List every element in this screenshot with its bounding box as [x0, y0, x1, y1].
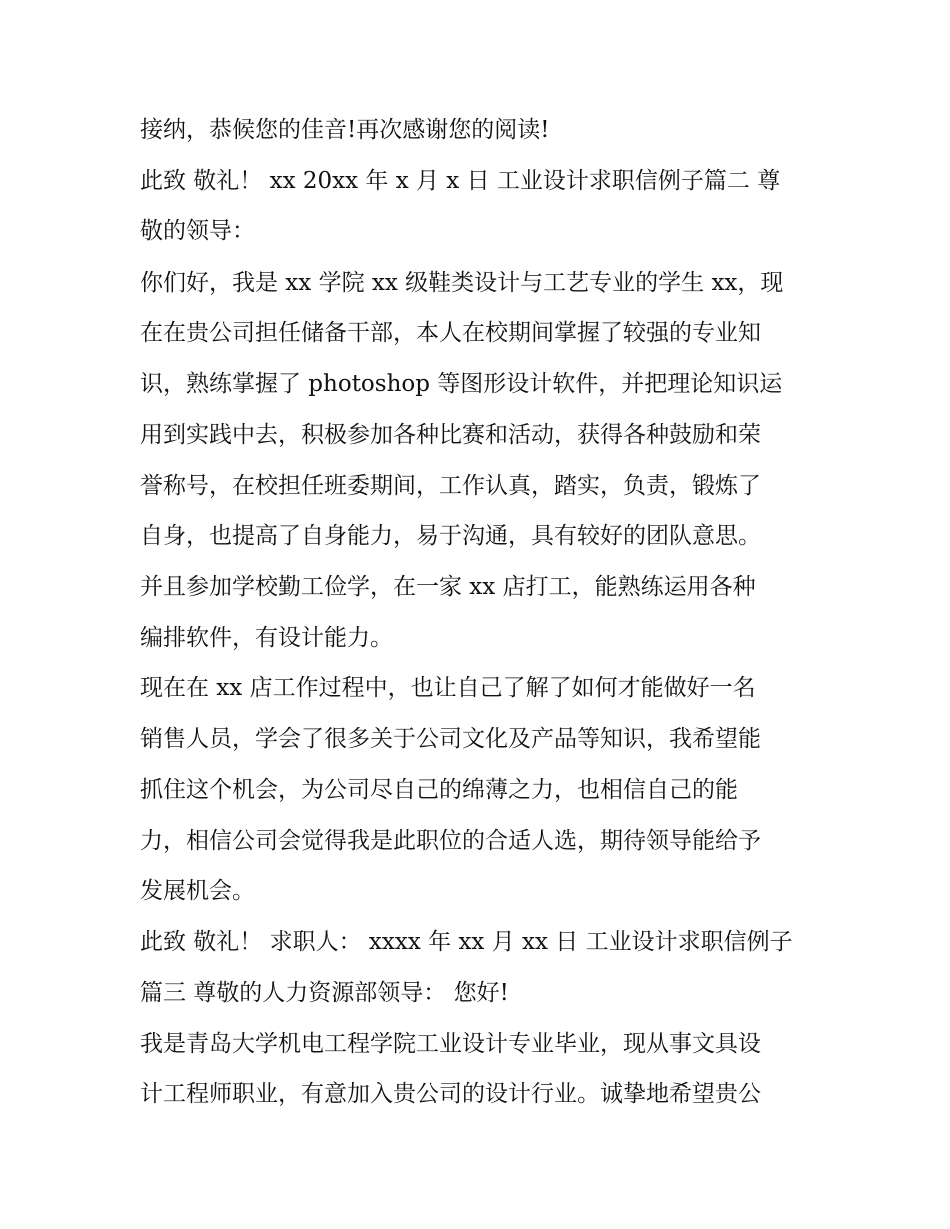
text-line: 你们好，我是 xx 学院 xx 级鞋类设计与工艺专业的学生 xx，现: [140, 270, 784, 296]
text-line: 发展机会。: [140, 878, 255, 904]
text-line: 我是青岛大学机电工程学院工业设计专业毕业，现从事文具设: [140, 1031, 761, 1057]
text-line: 誉称号，在校担任班委期间，工作认真，踏实，负责，锻炼了: [140, 473, 761, 499]
text-line: 在在贵公司担任储备干部，本人在校期间掌握了较强的专业知: [140, 320, 761, 346]
text-line: 力，相信公司会觉得我是此职位的合适人选，期待领导能给予: [140, 828, 761, 854]
text-line: 此致 敬礼！ 求职人： xxxx 年 xx 月 xx 日 工业设计求职信例子: [140, 929, 793, 955]
text-line: 敬的领导：: [140, 218, 255, 244]
text-line: 并且参加学校勤工俭学，在一家 xx 店打工，能熟练运用各种: [140, 574, 756, 600]
text-line: 编排软件，有设计能力。: [140, 625, 393, 651]
text-line: 此致 敬礼！ xx 20xx 年 x 月 x 日 工业设计求职信例子篇二 尊: [140, 168, 781, 194]
text-line: 识，熟练掌握了 photoshop 等图形设计软件，并把理论知识运: [140, 371, 783, 397]
text-line: 抓住这个机会，为公司尽自己的绵薄之力，也相信自己的能: [140, 777, 738, 803]
text-line: 自身，也提高了自身能力，易于沟通，具有较好的团队意思。: [140, 523, 761, 549]
text-line: 计工程师职业，有意加入贵公司的设计行业。诚挚地希望贵公: [140, 1081, 761, 1107]
text-line: 篇三 尊敬的人力资源部领导： 您好!: [140, 980, 509, 1006]
text-line: 用到实践中去，积极参加各种比赛和活动，获得各种鼓励和荣: [140, 422, 761, 448]
text-line: 销售人员，学会了很多关于公司文化及产品等知识，我希望能: [140, 726, 761, 752]
text-line: 接纳，恭候您的佳音!再次感谢您的阅读!: [140, 117, 550, 143]
text-line: 现在在 xx 店工作过程中，也让自己了解了如何才能做好一名: [140, 675, 756, 701]
